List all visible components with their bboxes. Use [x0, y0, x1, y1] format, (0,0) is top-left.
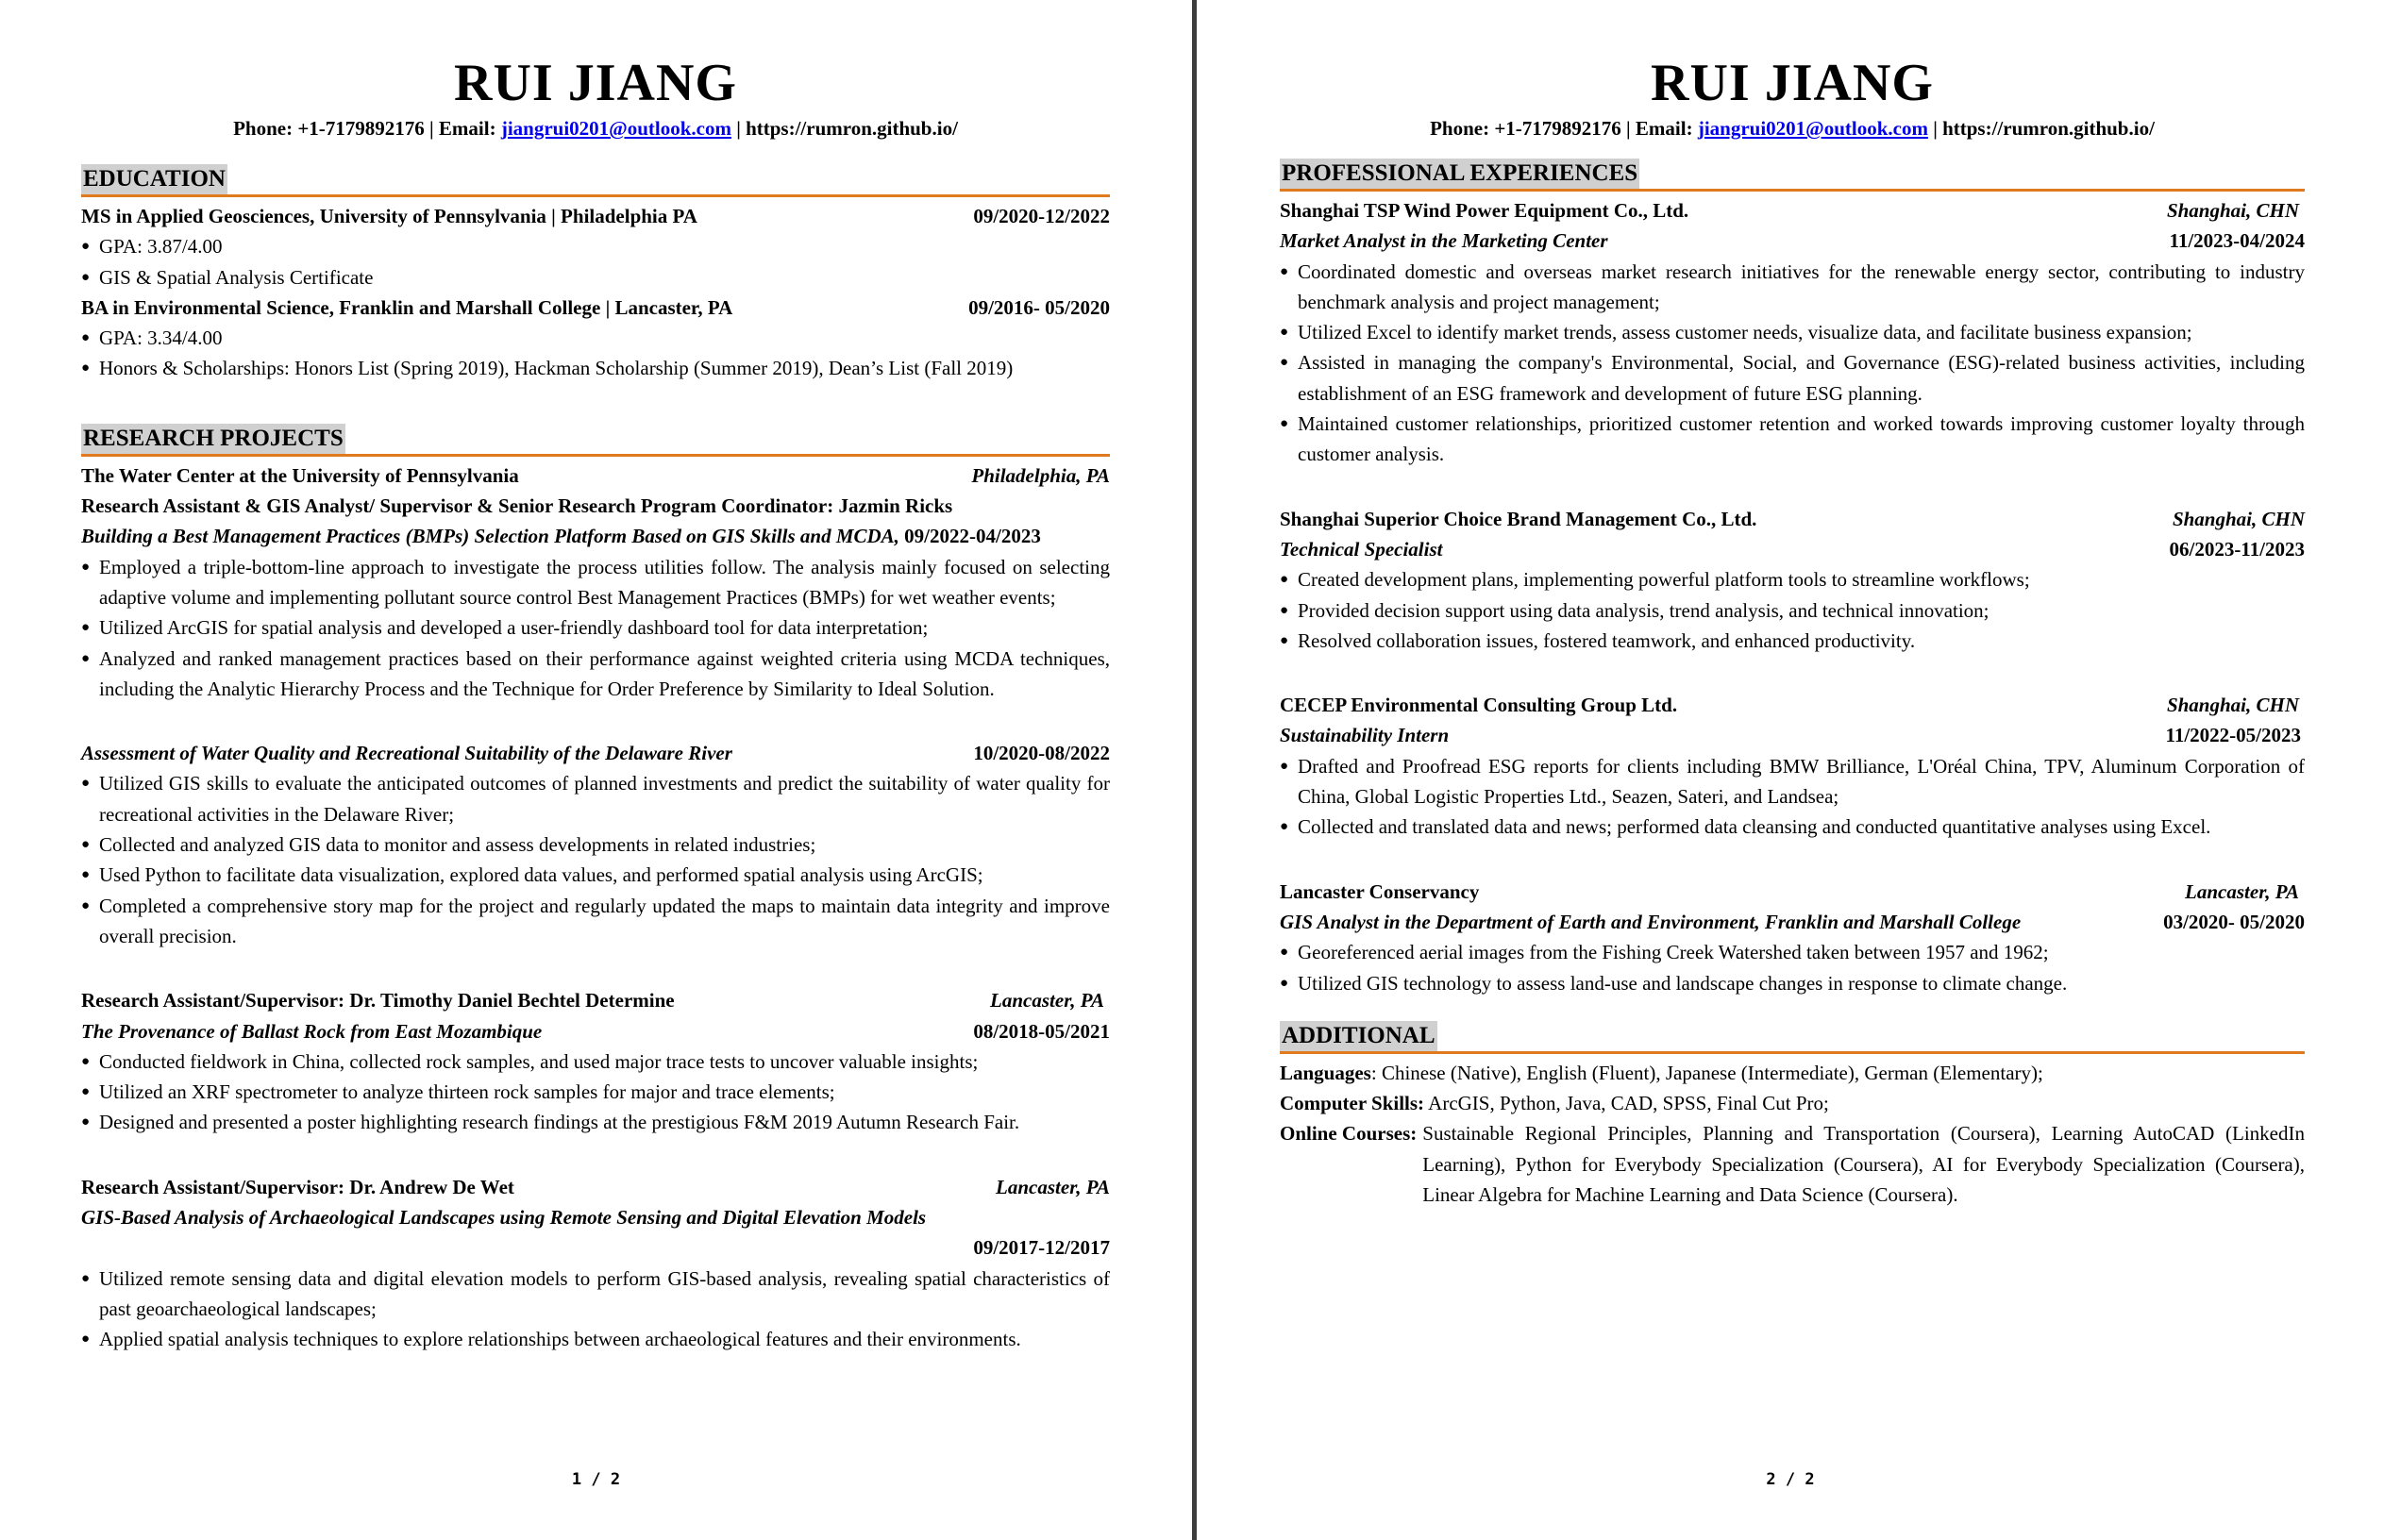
list-item: ● Utilized ArcGIS for spatial analysis and developed a user-friendly dashboard tool for data interpretation;: [81, 612, 1110, 643]
degree-line: [81, 293, 1110, 323]
languages-label: Languages: [1280, 1061, 1371, 1084]
job-bullets: [1280, 564, 2305, 656]
list-item: ● Coordinated domestic and overseas market research initiatives for the renewable energy sector, contributing to industry benchmark analysis and project management;: [1280, 257, 2305, 318]
list-item: ● Completed a comprehensive story map for the project and regularly updated the maps to maintain data integrity and improve overall precision.: [81, 891, 1110, 952]
project-line: [81, 1202, 1110, 1232]
list-item: ● Utilized an XRF spectrometer to analyze thirteen rock samples for major and trace elements;: [81, 1077, 1110, 1107]
list-item: ● Utilized GIS skills to evaluate the anticipated outcomes of planned investments and predict the suitability of water quality for recreational activities in the Delaware River;: [81, 768, 1110, 829]
project-dates: 09/2017-12/2017: [973, 1236, 1110, 1260]
contact-line: [81, 115, 1110, 142]
role-location: Lancaster, PA: [990, 989, 1104, 1013]
contact-line: [1280, 115, 2305, 142]
section-header: [81, 162, 1110, 197]
role-line: [81, 985, 1110, 1015]
section-header: [1280, 1019, 2305, 1054]
section-title: ADDITIONAL: [1280, 1021, 1437, 1051]
project-title: The Provenance of Ballast Rock from East Mozambique: [81, 1019, 543, 1043]
list-item: ● Designed and presented a poster highlighting research findings at the prestigious F&M 2019 Autumn Research Fair.: [81, 1107, 1110, 1137]
skills-line: [1280, 1088, 2305, 1118]
company-line: [1280, 504, 2305, 534]
list-item: ● Created development plans, implementing powerful platform tools to streamline workflows;: [1280, 564, 2305, 594]
org-line: [81, 460, 1110, 491]
role-line: [1280, 534, 2305, 564]
resume-name: RUI JIANG: [1651, 54, 1934, 112]
list-item: ● Collected and analyzed GIS data to monitor and assess developments in related industries;: [81, 829, 1110, 860]
section-header: [1280, 157, 2305, 192]
languages-line: [1280, 1058, 2305, 1088]
org-location: Philadelphia, PA: [971, 463, 1110, 487]
degree-dates: 09/2016- 05/2020: [968, 295, 1110, 319]
courses-label: Online Courses:: [1280, 1122, 1418, 1146]
project-bullets: [81, 768, 1110, 951]
role-name: GIS Analyst in the Department of Earth and Environment, Franklin and Marshall College: [1280, 910, 2022, 933]
skills-value: ArcGIS, Python, Java, CAD, SPSS, Final Cut Pro;: [1428, 1092, 1829, 1115]
job-bullets: [1280, 937, 2305, 998]
company-line: [1280, 690, 2305, 720]
degree-name: MS in Applied Geosciences, University of Pennsylvania | Philadelphia PA: [81, 205, 697, 227]
role-dates: 06/2023-11/2023: [2169, 537, 2305, 561]
list-item: ● GPA: 3.34/4.00: [81, 323, 1110, 353]
section-title: RESEARCH PROJECTS: [81, 424, 345, 454]
company-name: Lancaster Conservancy: [1280, 879, 1480, 903]
courses-line: [1280, 1118, 2305, 1210]
company-location: Shanghai, CHN: [2166, 199, 2299, 222]
page-1-content: [81, 53, 1110, 1355]
degree-bullets: [81, 323, 1110, 384]
list-item: ● Analyzed and ranked management practices based on their performance against weighted criteria using MCDA techniques, including the Analytic Hierarchy Process and the Technique for Order Preference by Similarity to Ideal Solution.: [81, 644, 1110, 705]
project-dates: 10/2020-08/2022: [973, 742, 1110, 765]
company-line: [1280, 877, 2305, 907]
role-name: Research Assistant/Supervisor: Dr. Andrew De Wet: [81, 1175, 514, 1198]
role-name: Market Analyst in the Marketing Center: [1280, 229, 1608, 253]
list-item: ● Assisted in managing the company's Environmental, Social, and Governance (ESG)-related business activities, including establishment of an ESG framework and development of future ESG planning.: [1280, 347, 2305, 409]
list-item: ● Applied spatial analysis techniques to explore relationships between archaeological features and their environments.: [81, 1324, 1110, 1354]
research-section: [81, 422, 1110, 1355]
role-location: Lancaster, PA: [996, 1175, 1110, 1198]
degree-line: [81, 201, 1110, 231]
email-link[interactable]: jiangrui0201@outlook.com: [500, 117, 731, 140]
project-dates-line: [81, 1232, 1110, 1263]
skills-label: Computer Skills:: [1280, 1092, 1425, 1115]
job-bullets: [1280, 751, 2305, 843]
role-line: [81, 491, 1110, 521]
project-title: Building a Best Management Practices (BMPs) Selection Platform Based on GIS Skills and MCDA,: [81, 525, 899, 548]
degree-bullets: [81, 231, 1110, 293]
list-item: ● Honors & Scholarships: Honors List (Spring 2019), Hackman Scholarship (Summer 2019), Dean’s List (Fall 2019): [81, 353, 1110, 383]
degree-dates: 09/2020-12/2022: [973, 205, 1110, 227]
project-bullets: [81, 552, 1110, 704]
role-name: Sustainability Intern: [1280, 724, 1450, 747]
role-dates: 11/2023-04/2024: [2169, 229, 2305, 253]
list-item: ● Collected and translated data and news; performed data cleansing and conducted quantitative analyses using Excel.: [1280, 812, 2305, 842]
list-item: ● Utilized GIS technology to assess land-use and landscape changes in response to climate change.: [1280, 968, 2305, 998]
additional-section: [1280, 1019, 2305, 1210]
phone-text: Phone: +1-7179892176 | Email:: [1430, 117, 1698, 140]
company-location: Shanghai, CHN: [2166, 694, 2299, 717]
company-line: [1280, 195, 2305, 226]
role-line: [1280, 907, 2305, 937]
role-line: [81, 1172, 1110, 1202]
list-item: ● Employed a triple-bottom-line approach to investigate the process utilities follow. The analysis mainly focused on selecting adaptive volume and implementing pollutant source control Best Management Practices (BMPs) for wet weather events;: [81, 552, 1110, 613]
role-line: [1280, 720, 2305, 750]
company-name: Shanghai TSP Wind Power Equipment Co., Ltd.: [1280, 199, 1689, 222]
project-dates: 09/2022-04/2023: [898, 525, 1041, 548]
list-item: ● Drafted and Proofread ESG reports for clients including BMW Brilliance, L'Oréal China, TPV, Aluminum Corporation of China, Global Logistic Properties Ltd., Seazen, Sateri, and Landsea;: [1280, 751, 2305, 812]
project-line: [81, 738, 1110, 768]
list-item: ● Provided decision support using data analysis, trend analysis, and technical innovation;: [1280, 595, 2305, 626]
role-dates: 11/2022-05/2023: [2165, 724, 2301, 747]
phone-text: Phone: +1-7179892176 | Email:: [233, 117, 501, 140]
role-dates: 03/2020- 05/2020: [2163, 910, 2305, 933]
page-number: 2 / 2: [1766, 1470, 1815, 1489]
company-location: Shanghai, CHN: [2172, 507, 2305, 530]
project-bullets: [81, 1046, 1110, 1138]
section-title: PROFESSIONAL EXPERIENCES: [1280, 159, 1639, 189]
resume-name: RUI JIANG: [454, 54, 737, 112]
org-name: The Water Center at the University of Pennsylvania: [81, 463, 519, 487]
website-text: | https://rumron.github.io/: [730, 117, 958, 140]
role-line: [1280, 226, 2305, 256]
experience-section: [1280, 157, 2305, 998]
project-bullets: [81, 1264, 1110, 1355]
list-item: ● GPA: 3.87/4.00: [81, 231, 1110, 261]
project-line: [81, 1016, 1110, 1046]
role-name: Research Assistant & GIS Analyst/ Supervisor & Senior Research Program Coordinator: Jazmin Ricks: [81, 494, 953, 518]
project-line: [81, 521, 1110, 551]
courses-value: Sustainable Regional Principles, Planning and Transportation (Coursera), Learning AutoCAD (LinkedIn Learning), Python for Everybody Specialization (Coursera), AI for Everybody Specialization (Coursera), Linear Algebra for Machine Learning and Data Science (Coursera).: [1422, 1122, 2305, 1207]
list-item: ● GIS & Spatial Analysis Certificate: [81, 262, 1110, 293]
degree-name: BA in Environmental Science, Franklin and Marshall College | Lancaster, PA: [81, 295, 733, 319]
list-item: ● Utilized Excel to identify market trends, assess customer needs, visualize data, and facilitate business expansion;: [1280, 317, 2305, 347]
company-location: Lancaster, PA: [2185, 879, 2299, 903]
company-name: Shanghai Superior Choice Brand Management Co., Ltd.: [1280, 507, 1757, 530]
list-item: ● Utilized remote sensing data and digital elevation models to perform GIS-based analysis, revealing spatial characteristics of past geoarchaeological landscapes;: [81, 1264, 1110, 1325]
section-header: [81, 422, 1110, 457]
role-name: Research Assistant/Supervisor: Dr. Timothy Daniel Bechtel Determine: [81, 989, 675, 1013]
job-bullets: [1280, 257, 2305, 470]
list-item: ● Georeferenced aerial images from the Fishing Creek Watershed taken between 1957 and 1962;: [1280, 937, 2305, 967]
project-title: GIS-Based Analysis of Archaeological Landscapes using Remote Sensing and Digital Elevation Models: [81, 1206, 927, 1230]
company-name: CECEP Environmental Consulting Group Ltd.: [1280, 694, 1678, 717]
page-2: [1197, 0, 2384, 1540]
list-item: ● Resolved collaboration issues, fostered teamwork, and enhanced productivity.: [1280, 626, 2305, 656]
project-dates: 08/2018-05/2021: [973, 1019, 1110, 1043]
education-section: [81, 162, 1110, 384]
role-name: Technical Specialist: [1280, 537, 1443, 561]
list-item: ● Maintained customer relationships, prioritized customer retention and worked towards improving customer loyalty through customer analysis.: [1280, 409, 2305, 470]
page-number: 1 / 2: [571, 1470, 621, 1489]
email-link[interactable]: jiangrui0201@outlook.com: [1697, 117, 1928, 140]
languages-value: : Chinese (Native), English (Fluent), Japanese (Intermediate), German (Elementary);: [1370, 1061, 2043, 1084]
project-title: Assessment of Water Quality and Recreational Suitability of the Delaware River: [81, 742, 732, 765]
section-title: EDUCATION: [81, 164, 227, 194]
list-item: ● Used Python to facilitate data visualization, explored data values, and performed spatial analysis using ArcGIS;: [81, 860, 1110, 890]
page-2-content: [1280, 53, 2305, 1210]
website-text: | https://rumron.github.io/: [1927, 117, 2155, 140]
list-item: ● Conducted fieldwork in China, collected rock samples, and used major trace tests to uncover valuable insights;: [81, 1046, 1110, 1077]
